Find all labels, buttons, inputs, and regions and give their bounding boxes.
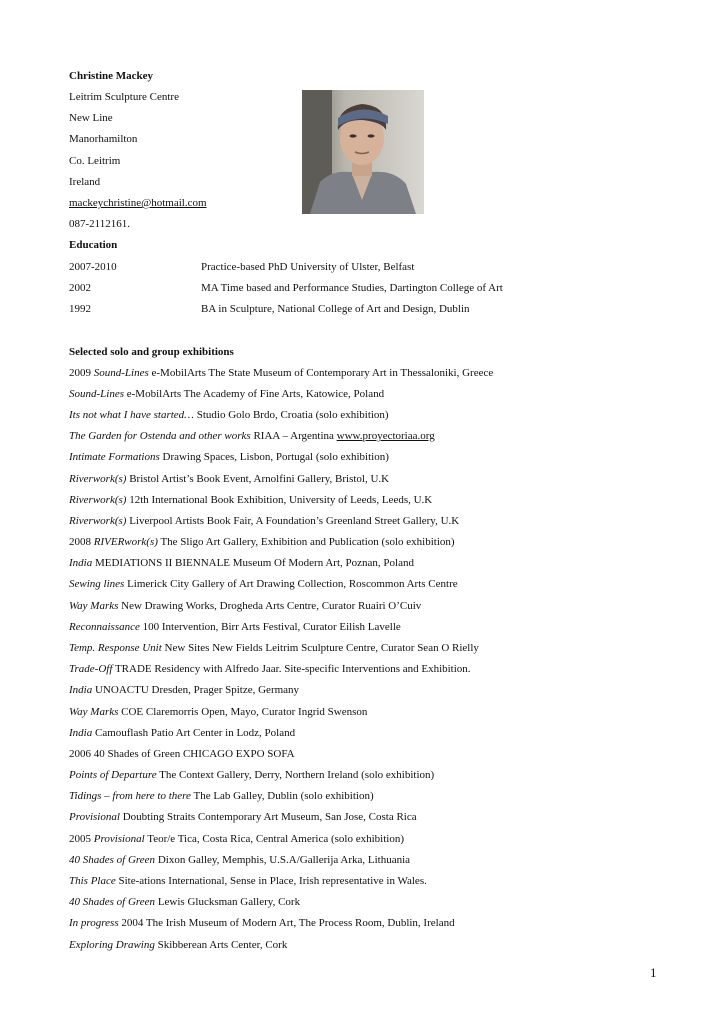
exhibition-detail: RIAA – Argentina (250, 430, 337, 442)
portrait-photo (302, 90, 424, 214)
exhibition-item (69, 747, 295, 761)
exhibition-item (69, 832, 404, 846)
exhibition-title: Reconnaissance (69, 621, 140, 633)
exhibition-title: Riverwork(s) (69, 473, 127, 485)
education-detail: MA Time based and Performance Studies, Dartington College of Art (201, 282, 503, 294)
exhibition-title: Sound-Lines (69, 388, 124, 400)
exhibition-detail: Camouflash Patio Art Center in Lodz, Poland (92, 727, 296, 739)
address-line-4: Co. Leitrim (69, 155, 121, 167)
exhibition-pre: 2009 (69, 367, 94, 379)
exhibition-title: Sound-Lines (93, 367, 149, 379)
exhibition-item (69, 366, 493, 380)
exhibition-item (69, 726, 295, 740)
cv-name: Christine Mackey (69, 70, 154, 82)
exhibition-detail: The Sligo Art Gallery, Exhibition and Publication (solo exhibition) (157, 536, 455, 548)
exhibition-detail: The Context Gallery, Derry, Northern Ireland (solo exhibition) (156, 769, 435, 781)
exhibition-title: Way Marks (69, 600, 119, 612)
exhibition-detail: 2004 The Irish Museum of Modern Art, The Process Room, Dublin, Ireland (118, 917, 455, 929)
exhibition-title: India (69, 684, 93, 696)
exhibitions-heading: Selected solo and group exhibitions (69, 346, 234, 358)
exhibition-item (69, 472, 389, 486)
exhibition-title: Sewing lines (69, 578, 125, 590)
exhibition-title: Riverwork(s) (69, 515, 127, 527)
exhibition-title: Provisional (93, 833, 145, 845)
exhibition-item (69, 810, 417, 824)
exhibition-item (69, 683, 299, 697)
country: Ireland (69, 176, 101, 188)
exhibition-detail: UNOACTU Dresden, Prager Spitze, Germany (92, 684, 300, 696)
exhibition-pre: 2005 (69, 833, 94, 845)
exhibition-item (69, 620, 401, 634)
exhibition-detail: Site-ations International, Sense in Place, Irish representative in Wales. (115, 875, 427, 887)
exhibition-detail: The Lab Galley, Dublin (solo exhibition) (190, 790, 374, 802)
exhibition-detail: Doubting Straits Contemporary Art Museum, San Jose, Costa Rica (119, 811, 417, 823)
exhibition-detail: Limerick City Gallery of Art Drawing Collection, Roscommon Arts Centre (124, 578, 458, 590)
exhibition-detail: COE Claremorris Open, Mayo, Curator Ingrid Swenson (118, 706, 368, 718)
exhibition-item (69, 768, 434, 782)
exhibition-title: Intimate Formations (69, 451, 160, 463)
exhibition-item (69, 938, 287, 952)
exhibition-item (69, 789, 374, 803)
exhibition-detail: Bristol Artist’s Book Event, Arnolfini Gallery, Bristol, U.K (126, 473, 390, 485)
exhibition-link[interactable]: www.proyectoriaa.org (336, 430, 435, 442)
exhibition-title: India (69, 557, 93, 569)
exhibition-title: Temp. Response Unit (69, 642, 162, 654)
education-detail: Practice-based PhD University of Ulster, Belfast (201, 261, 415, 273)
exhibition-detail: Dixon Galley, Memphis, U.S.A/Gallerija Arka, Lithuania (155, 854, 411, 866)
exhibition-pre: 2006 40 Shades of Green CHICAGO EXPO SOFA (69, 748, 295, 760)
exhibition-title: This Place (69, 875, 116, 887)
exhibition-detail: Teor/e Tica, Costa Rica, Central America (solo exhibition) (144, 833, 404, 845)
phone-number: 087-2112161. (69, 218, 131, 230)
email-link[interactable]: mackeychristine@hotmail.com (69, 197, 207, 209)
exhibition-title: In progress (69, 917, 119, 929)
exhibition-item (69, 514, 459, 528)
exhibition-item (69, 450, 389, 464)
exhibition-title: RIVERwork(s) (93, 536, 158, 548)
exhibition-title: Riverwork(s) (69, 494, 127, 506)
exhibition-detail: New Drawing Works, Drogheda Arts Centre, Curator Ruairi O’Cuiv (118, 600, 422, 612)
exhibition-title: Its not what I have started… (69, 409, 194, 421)
exhibition-detail: Lewis Glucksman Gallery, Cork (155, 896, 301, 908)
education-heading: Education (69, 239, 118, 251)
exhibition-pre: 2008 (69, 536, 94, 548)
exhibition-detail: 12th International Book Exhibition, University of Leeds, Leeds, U.K (126, 494, 433, 506)
exhibition-detail: 100 Intervention, Birr Arts Festival, Curator Eilish Lavelle (139, 621, 401, 633)
exhibition-item (69, 641, 479, 655)
exhibition-title: Exploring Drawing (69, 939, 155, 951)
education-detail: BA in Sculpture, National College of Art and Design, Dublin (201, 303, 470, 315)
exhibition-title: Way Marks (69, 706, 119, 718)
exhibition-item (69, 493, 432, 507)
exhibition-title: India (69, 727, 93, 739)
exhibition-title: 40 Shades of Green (69, 896, 156, 908)
exhibition-detail: Skibberean Arts Center, Cork (154, 939, 288, 951)
exhibition-item (69, 874, 427, 888)
address-line-2: New Line (69, 112, 113, 124)
exhibition-item (69, 662, 471, 676)
exhibition-detail: Liverpool Artists Book Fair, A Foundation’s Greenland Street Gallery, U.K (126, 515, 460, 527)
exhibition-detail: Drawing Spaces, Lisbon, Portugal (solo exhibition) (159, 451, 389, 463)
exhibition-title: Tidings – from here to there (69, 790, 191, 802)
exhibition-item (69, 853, 410, 867)
exhibition-detail: e-MobilArts The Academy of Fine Arts, Katowice, Poland (124, 388, 385, 400)
education-year: 1992 (69, 303, 91, 315)
exhibition-detail: New Sites New Fields Leitrim Sculpture Centre, Curator Sean O Rielly (161, 642, 479, 654)
exhibition-item (69, 556, 414, 570)
exhibition-item (69, 577, 458, 591)
exhibition-item (69, 429, 435, 443)
exhibition-title: 40 Shades of Green (69, 854, 156, 866)
exhibition-item (69, 895, 300, 909)
exhibition-item (69, 916, 455, 930)
address-line-3: Manorhamilton (69, 133, 138, 145)
exhibition-item (69, 387, 384, 401)
exhibition-detail: e-MobilArts The State Museum of Contemporary Art in Thessaloniki, Greece (148, 367, 494, 379)
exhibition-item (69, 705, 367, 719)
exhibition-item (69, 535, 455, 549)
exhibition-item (69, 408, 389, 422)
address-line-1: Leitrim Sculpture Centre (69, 91, 179, 103)
exhibition-title: Provisional (69, 811, 120, 823)
education-year: 2007-2010 (69, 261, 117, 273)
page-number: 1 (650, 965, 657, 980)
exhibition-title: The Garden for Ostenda and other works (69, 430, 251, 442)
exhibition-detail: TRADE Residency with Alfredo Jaar. Site-specific Interventions and Exhibition. (112, 663, 471, 675)
exhibition-title: Trade-Off (69, 663, 113, 675)
exhibition-detail: Studio Golo Brdo, Croatia (solo exhibition) (193, 409, 389, 421)
education-year: 2002 (69, 282, 91, 294)
exhibition-detail: MEDIATIONS II BIENNALE Museum Of Modern Art, Poznan, Poland (92, 557, 414, 569)
exhibition-item (69, 599, 421, 613)
exhibition-title: Points of Departure (69, 769, 157, 781)
